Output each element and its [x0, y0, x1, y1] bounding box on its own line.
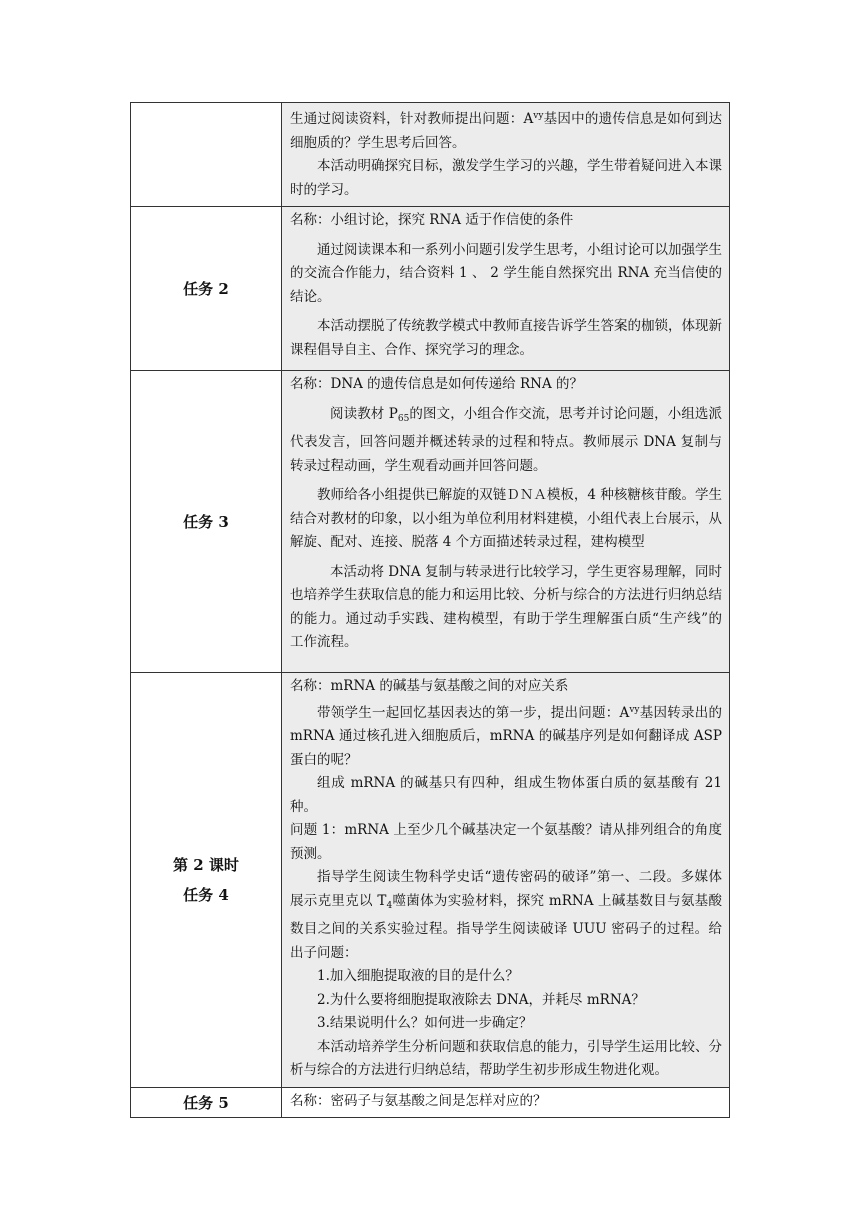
paragraph: 组成 mRNA 的碱基只有四种，组成生物体蛋白质的氨基酸有 21 种。: [290, 775, 722, 815]
superscript: vy: [533, 111, 544, 121]
paragraph: 问题 1：mRNA 上至少几个碱基决定一个氨基酸？请从排列组合的角度预测。: [290, 822, 722, 862]
paragraph: 教师给各小组提供已解旋的双链ＤＮＡ模板，4 种核糖核苷酸。学生结合对教材的印象，以小组为单位利用材料建模，小组代表上台展示，从解旋、配对、连接、脱落 4 个方面描述转录过程，建构模型: [290, 487, 722, 550]
lesson-label: 第 2 课时: [173, 855, 239, 874]
task-cell: [131, 103, 282, 207]
activity-name: 名称：mRNA 的碱基与氨基酸之间的对应关系: [290, 678, 569, 694]
text-run: 生通过阅读资料，针对教师提出问题：A: [290, 111, 534, 127]
activity-name: 名称：小组讨论，探究 RNA 适于作信使的条件: [290, 212, 574, 228]
task-label: 任务 5: [183, 1093, 229, 1112]
lesson-plan-table: [130, 102, 730, 1118]
paragraph: 本活动明确探究目标，激发学生学习的兴趣，学生带着疑问进入本课时的学习。: [290, 158, 722, 198]
task-label: 任务 2: [183, 280, 229, 298]
table-row: [131, 1087, 730, 1118]
content-cell: [282, 673, 730, 1088]
paragraph: [290, 105, 722, 155]
paragraph: 本活动培养学生分析问题和获取信息的能力，引导学生运用比较、分析与综合的方法进行归纳总结，帮助学生初步形成生物进化观。: [290, 1038, 722, 1078]
task-cell: [131, 1087, 282, 1118]
task-label: 任务 3: [183, 513, 229, 531]
text-run: 指导学生阅读生物科学史话“遗传密码的破译”第一、二段。多媒体展示克里克以 T: [290, 869, 722, 909]
subscript: 4: [386, 900, 393, 911]
superscript: vy: [629, 704, 640, 715]
content-cell: [282, 1087, 730, 1118]
table-row: [131, 207, 730, 371]
text-run: 噬菌体为实验材料，探究 mRNA 上碱基数目与氨基酸数目之间的关系实验过程。指导学生阅读破译 UUU 密码子的过程。给出子问题：: [290, 892, 722, 961]
sub-question: 2.为什么要将细胞提取液除去 DNA，并耗尽 mRNA？: [317, 991, 645, 1008]
paragraph: 本活动摆脱了传统教学模式中教师直接告诉学生答案的枷锁，体现新课程倡导自主、合作、探究学习的理念。: [290, 318, 722, 358]
paragraph: 本活动将 DNA 复制与转录进行比较学习，学生更容易理解，同时也培养学生获取信息的能力和运用比较、分析与综合的方法进行归纳总结的能力。通过动手实践、建构模型，有助于学生理解蛋白质“生产线”的工作流程。: [290, 563, 722, 650]
sub-question: 3.结果说明什么？如何进一步确定？: [317, 1015, 533, 1031]
table-row: [131, 673, 730, 1088]
task-cell: [131, 207, 282, 371]
text-run: 基因转录出的 mRNA 通过核孔进入细胞质后，mRNA 的碱基序列是如何翻译成 ASP 蛋白的呢？: [290, 704, 723, 768]
paragraph: [290, 403, 722, 479]
paragraph: [290, 866, 722, 965]
text-run: 带领学生一起回忆基因表达的第一步，提出问题：A: [317, 704, 630, 721]
task-label: 任务 4: [183, 885, 229, 904]
text-run: 基因中的遗传信息是如何到达细胞质的？学生思考后回答。: [290, 111, 723, 151]
content-cell: [282, 207, 730, 371]
paragraph: [290, 699, 722, 773]
table-row: [131, 103, 730, 207]
table-row: [131, 371, 730, 673]
content-cell: [282, 103, 730, 207]
activity-name: 名称：DNA 的遗传信息是如何传递给 RNA 的？: [290, 376, 583, 392]
sub-question: 1.加入细胞提取液的目的是什么？: [317, 968, 519, 984]
task-cell: [131, 371, 282, 673]
subscript: 65: [397, 413, 410, 424]
task-cell: [131, 673, 282, 1088]
activity-name: 名称：密码子与氨基酸之间是怎样对应的？: [290, 1092, 547, 1109]
content-cell: [282, 371, 730, 673]
text-run: 的图文，小组合作交流，思考并讨论问题，小组选派代表发言，回答问题并概述转录的过程和特点。教师展示 DNA 复制与转录过程动画，学生观看动画并回答问题。: [290, 405, 723, 474]
paragraph: 通过阅读课本和一系列小问题引发学生思考，小组讨论可以加强学生的交流合作能力，结合资料 1 、 2 学生能自然探究出 RNA 充当信使的结论。: [290, 241, 722, 305]
text-run: 阅读教材 P: [330, 405, 398, 422]
